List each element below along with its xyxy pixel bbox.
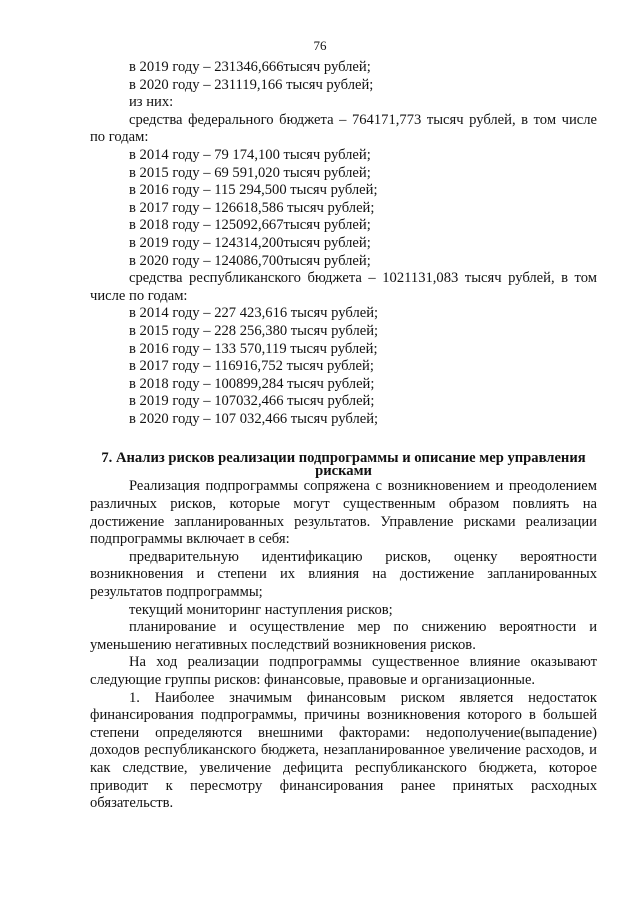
republic-line-2015: в 2015 году – 228 256,380 тысяч рублей;	[129, 322, 379, 339]
republic-line-2018: в 2018 году – 100899,284 тысяч рублей;	[129, 375, 375, 392]
federal-line-2015: в 2015 году – 69 591,020 тысяч рублей;	[129, 164, 371, 181]
page-number: 76	[313, 38, 327, 53]
risk-monitoring-paragraph: текущий мониторинг наступления рисков;	[129, 601, 393, 618]
federal-line-2020: в 2020 году – 124086,700тысяч рублей;	[129, 252, 371, 269]
republic-budget-paragraph: средства республиканского бюджета – 1021131,083 тысяч рублей, в том числе по годам:	[90, 270, 597, 304]
federal-line-2014: в 2014 году – 79 174,100 тысяч рублей;	[129, 146, 371, 163]
risk-intro-paragraph: Реализация подпрограммы сопряжена с возникновением и преодолением различных рисков, которые могут существенным образом повлиять на достижение запланированных результатов. Управление рисками реализации подпрограммы включает в себя:	[90, 478, 597, 548]
federal-line-2016: в 2016 году – 115 294,500 тысяч рублей;	[129, 182, 378, 199]
risk-mitigation-paragraph: планирование и осуществление мер по снижению вероятности и уменьшению негативных последствий возникновения рисков.	[90, 619, 597, 653]
financial-risk-paragraph: 1. Наиболее значимым финансовым риском является недостаток финансирования подпрограммы, причины возникновения которого в большей степени определяются внешними факторами: недополучение(выпадение) доходов республиканского бюджета, незапланированное увеличение расходов, и как следствие, увеличение дефицита республиканского бюджета, которое приводит к пересмотру финансирования ранее принятых расходных обязательств.	[90, 689, 597, 812]
federal-line-2017: в 2017 году – 126618,586 тысяч рублей;	[129, 199, 375, 216]
federal-budget-paragraph: средства федерального бюджета – 764171,773 тысяч рублей, в том числе по годам:	[90, 111, 597, 146]
risk-identification-paragraph: предварительную идентификацию рисков, оценку вероятности возникновения и степени их влияния на достижение запланированных результатов подпрограммы;	[90, 548, 597, 601]
budget-line-2020: в 2020 году – 231119,166 тысяч рублей;	[129, 76, 374, 93]
republic-line-2016: в 2016 году – 133 570,119 тысяч рублей;	[129, 340, 378, 357]
republic-line-2017: в 2017 году – 116916,752 тысяч рублей;	[129, 358, 374, 375]
republic-line-2019: в 2019 году – 107032,466 тысяч рублей;	[129, 393, 375, 410]
of-them-label: из них:	[129, 94, 174, 111]
budget-line-2019: в 2019 году – 231346,666тысяч рублей;	[129, 59, 371, 75]
republic-line-2014: в 2014 году – 227 423,616 тысяч рублей;	[129, 305, 379, 322]
risk-groups-paragraph: На ход реализации подпрограммы существенное влияние оказывают следующие группы рисков: финансовые, правовые и организационные.	[90, 654, 597, 688]
federal-line-2018: в 2018 году – 125092,667тысяч рублей;	[129, 217, 371, 234]
document-body	[90, 59, 597, 813]
section-heading: 7. Анализ рисков реализации подпрограммы и описание мер управления рисками	[101, 450, 586, 480]
republic-line-2020: в 2020 году – 107 032,466 тысяч рублей;	[129, 410, 379, 427]
federal-line-2019: в 2019 году – 124314,200тысяч рублей;	[129, 234, 371, 251]
